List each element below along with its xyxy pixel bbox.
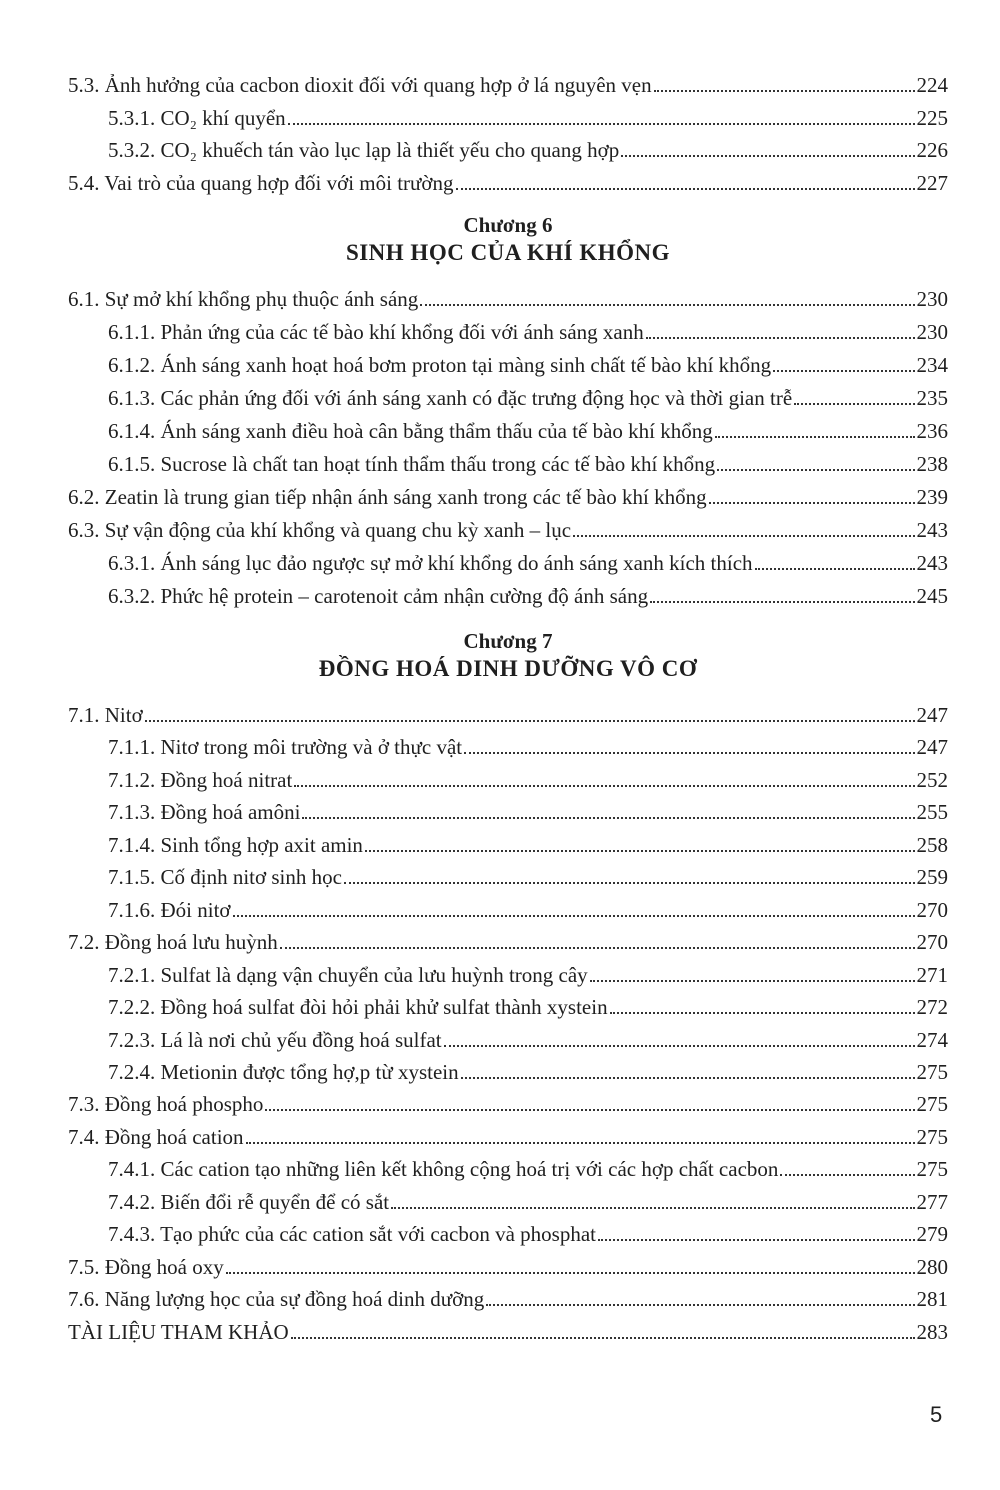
toc-entry-title: 7.4.1. Các cation tạo những liên kết không cộng hoá trị với các hợp chất cacbon bbox=[108, 1157, 779, 1182]
toc-entry bbox=[108, 551, 948, 576]
toc-entry bbox=[108, 995, 948, 1020]
chapter-6-title: SINH HỌC CỦA KHÍ KHỔNG bbox=[345, 240, 671, 265]
dot-leader bbox=[654, 90, 915, 92]
dot-leader bbox=[464, 752, 914, 754]
dot-leader bbox=[226, 1272, 915, 1274]
toc-entry-title: 5.4. Vai trò của quang hợp đối với môi trường bbox=[68, 171, 454, 196]
toc-entry bbox=[108, 768, 948, 793]
dot-leader bbox=[650, 601, 914, 603]
toc-entry bbox=[108, 320, 948, 345]
toc-entry-page: 239 bbox=[916, 485, 948, 509]
dot-leader bbox=[233, 915, 915, 917]
dot-leader bbox=[794, 403, 914, 405]
toc-entry-title: 6.1.4. Ánh sáng xanh điều hoà cân bằng thẩm thấu của tế bào khí khổng bbox=[108, 419, 713, 443]
toc-entry-title: 6.1.5. Sucrose là chất tan hoạt tính thẩm thấu trong các tế bào khí khổng bbox=[108, 452, 716, 476]
dot-leader bbox=[444, 1045, 915, 1047]
toc-entry-title: 6.1.2. Ánh sáng xanh hoạt hoá bơm proton tại màng sinh chất tế bào khí khổng bbox=[108, 353, 772, 377]
dot-leader bbox=[755, 568, 915, 570]
toc-entry-page: 235 bbox=[916, 386, 948, 410]
toc-entry bbox=[68, 1287, 948, 1312]
toc-entry-page: 274 bbox=[916, 1027, 948, 1052]
toc-entry-title: 6.2. Zeatin là trung gian tiếp nhận ánh sáng xanh trong các tế bào khí khổng bbox=[68, 485, 707, 509]
toc-entry-title: 7.4. Đồng hoá cation bbox=[68, 1124, 244, 1149]
dot-leader bbox=[717, 469, 914, 471]
toc-entry-page: 234 bbox=[916, 353, 948, 377]
toc-entry-title: 7.6. Năng lượng học của sự đồng hoá dinh dưỡng bbox=[68, 1287, 485, 1312]
dot-leader bbox=[646, 337, 915, 339]
dot-leader bbox=[598, 1239, 914, 1241]
dot-leader bbox=[456, 188, 915, 190]
toc-entry bbox=[108, 1060, 948, 1085]
toc-entry-page: 277 bbox=[916, 1189, 948, 1214]
toc-entry-title: 7.4.3. Tạo phức của các cation sắt với cacbon và phosphat bbox=[108, 1222, 597, 1247]
toc-entry-page: 283 bbox=[916, 1319, 948, 1344]
toc-entry-page: 225 bbox=[916, 105, 948, 130]
toc-entry bbox=[68, 1255, 948, 1280]
toc-entry-title: 6.3. Sự vận động của khí khổng và quang chu kỳ xanh – lục bbox=[68, 518, 572, 542]
dot-leader bbox=[573, 535, 914, 537]
toc-entry-title: 7.5. Đồng hoá oxy bbox=[68, 1254, 224, 1279]
toc-entry bbox=[108, 138, 948, 163]
toc-entry bbox=[68, 703, 948, 728]
toc-entry-title: 7.2. Đồng hoá lưu huỳnh bbox=[68, 930, 278, 955]
toc-entry-page: 230 bbox=[916, 287, 948, 311]
toc-entry-page: 243 bbox=[916, 518, 948, 542]
page-number: 5 bbox=[930, 1402, 943, 1427]
toc-entry-page: 279 bbox=[916, 1222, 948, 1247]
toc-entry-title: 7.2.3. Lá là nơi chủ yếu đồng hoá sulfat bbox=[108, 1027, 442, 1052]
toc-entry bbox=[68, 1092, 948, 1117]
toc-entry-page: 227 bbox=[916, 171, 948, 196]
toc-entry bbox=[108, 963, 948, 988]
toc-entry bbox=[108, 1222, 948, 1247]
chapter-7-label: Chương 7 bbox=[463, 629, 553, 653]
dot-leader bbox=[391, 1207, 914, 1209]
toc-entry-title: 5.3.1. CO₂ khí quyển bbox=[108, 105, 286, 130]
toc-entry-page: 271 bbox=[916, 962, 948, 987]
toc-entry bbox=[68, 930, 948, 955]
toc-entry bbox=[108, 898, 948, 923]
dot-leader bbox=[715, 436, 915, 438]
toc-entry-page: 226 bbox=[916, 138, 948, 163]
toc-entry-title: 6.3.1. Ánh sáng lục đảo ngược sự mở khí khổng do ánh sáng xanh kích thích bbox=[108, 551, 753, 575]
dot-leader bbox=[610, 1012, 915, 1014]
toc-entry-page: 259 bbox=[916, 865, 948, 890]
toc-entry-title: 7.1.4. Sinh tổng hợp axit amin bbox=[108, 832, 363, 857]
dot-leader bbox=[291, 1337, 915, 1339]
toc-entry-title: 6.1.3. Các phản ứng đối với ánh sáng xanh có đặc trưng động học và thời gian trễ bbox=[108, 386, 793, 410]
toc-entry-page: 236 bbox=[916, 419, 948, 443]
dot-leader bbox=[780, 1174, 914, 1176]
toc-entry-title: 6.1. Sự mở khí khổng phụ thuộc ánh sáng bbox=[68, 287, 419, 311]
toc-entry-page: 247 bbox=[916, 735, 948, 760]
toc-entry-page: 247 bbox=[916, 703, 948, 727]
toc-entry-page: 230 bbox=[916, 320, 948, 344]
toc-entry-title: 7.1.6. Đói nitơ bbox=[108, 897, 231, 922]
dot-leader bbox=[709, 502, 915, 504]
toc-entry-title: 7.2.2. Đồng hoá sulfat đòi hỏi phải khử sulfat thành xystein bbox=[108, 995, 608, 1020]
toc-entry bbox=[108, 1157, 948, 1182]
toc-entry-title: 7.2.1. Sulfat là dạng vận chuyển của lưu huỳnh trong cây bbox=[108, 962, 588, 987]
toc-entry-page: 258 bbox=[916, 832, 948, 857]
chapter-6-label: Chương 6 bbox=[463, 213, 553, 237]
toc-entry bbox=[108, 452, 948, 477]
toc-entry-title: 7.2.4. Metionin được tổng hợ,p từ xystein bbox=[108, 1059, 459, 1084]
toc-entry-title: 7.1.3. Đồng hoá amôni bbox=[108, 800, 301, 825]
toc-entry bbox=[68, 287, 948, 312]
toc-entry bbox=[108, 735, 948, 760]
toc-entry bbox=[108, 800, 948, 825]
toc-entry-title: 6.3.2. Phức hệ protein – carotenoit cảm nhận cường độ ánh sáng bbox=[108, 584, 649, 608]
toc-entry-page: 252 bbox=[916, 767, 948, 792]
toc-entry bbox=[108, 865, 948, 890]
toc-entry bbox=[108, 584, 948, 609]
toc-entry bbox=[108, 353, 948, 378]
toc-entry-page: 272 bbox=[916, 995, 948, 1020]
toc-entry-page: 281 bbox=[916, 1287, 948, 1312]
toc-entry bbox=[68, 1320, 948, 1345]
toc-entry-title: 7.4.2. Biến đổi rễ quyển để có sắt bbox=[108, 1189, 390, 1214]
toc-entry bbox=[68, 171, 948, 196]
toc-entry-page: 243 bbox=[916, 551, 948, 575]
toc-entry-page: 270 bbox=[916, 930, 948, 955]
dot-leader bbox=[590, 980, 915, 982]
toc-entry-title: 7.1.2. Đồng hoá nitrat bbox=[108, 767, 293, 792]
toc-entry-page: 238 bbox=[916, 452, 948, 476]
toc-entry bbox=[108, 106, 948, 131]
toc-entry bbox=[68, 518, 948, 543]
dot-leader bbox=[461, 1077, 915, 1079]
toc-entry-page: 275 bbox=[916, 1124, 948, 1149]
toc-entry bbox=[68, 1125, 948, 1150]
toc-entry bbox=[108, 833, 948, 858]
toc-entry bbox=[68, 485, 948, 510]
toc-entry-title: 7.1.5. Cố định nitơ sinh học bbox=[108, 865, 342, 890]
toc-entry bbox=[108, 1190, 948, 1215]
toc-entry bbox=[68, 73, 948, 98]
toc-entry-page: 275 bbox=[916, 1059, 948, 1084]
dot-leader bbox=[420, 304, 914, 306]
toc-entry-title: 5.3.2. CO₂ khuếch tán vào lục lạp là thiết yếu cho quang hợp bbox=[108, 138, 620, 163]
toc-entry-title: 7.1.1. Nitơ trong môi trường và ở thực vật bbox=[108, 735, 463, 760]
toc-entry-title: TÀI LIỆU THAM KHẢO bbox=[68, 1319, 289, 1344]
dot-leader bbox=[302, 817, 914, 819]
dot-leader bbox=[773, 370, 914, 372]
dot-leader bbox=[145, 720, 915, 722]
toc-entry-page: 275 bbox=[916, 1157, 948, 1182]
dot-leader bbox=[265, 1109, 914, 1111]
dot-leader bbox=[294, 785, 914, 787]
toc-entry-page: 275 bbox=[916, 1092, 948, 1117]
toc-entry bbox=[108, 419, 948, 444]
chapter-7-title: ĐỒNG HOÁ DINH DƯỠNG VÔ CƠ bbox=[318, 656, 698, 681]
toc-entry-page: 280 bbox=[916, 1254, 948, 1279]
dot-leader bbox=[246, 1142, 915, 1144]
toc-entry-page: 255 bbox=[916, 800, 948, 825]
toc-entry bbox=[108, 1028, 948, 1053]
dot-leader bbox=[621, 155, 914, 157]
toc-entry bbox=[108, 386, 948, 411]
toc-entry-title: 7.1. Nitơ bbox=[68, 703, 143, 727]
toc-entry-title: 7.3. Đồng hoá phospho bbox=[68, 1092, 264, 1117]
toc-entry-page: 224 bbox=[916, 73, 948, 97]
dot-leader bbox=[486, 1304, 914, 1306]
toc-entry-page: 245 bbox=[916, 584, 948, 608]
toc-entry-title: 6.1.1. Phản ứng của các tế bào khí khổng đối với ánh sáng xanh bbox=[108, 320, 644, 344]
dot-leader bbox=[344, 882, 915, 884]
dot-leader bbox=[288, 123, 915, 125]
toc-entry-title: 5.3. Ảnh hưởng của cacbon dioxit đối với quang hợp ở lá nguyên vẹn bbox=[68, 73, 652, 97]
dot-leader bbox=[365, 850, 915, 852]
dot-leader bbox=[280, 947, 915, 949]
toc-entry-page: 270 bbox=[916, 897, 948, 922]
